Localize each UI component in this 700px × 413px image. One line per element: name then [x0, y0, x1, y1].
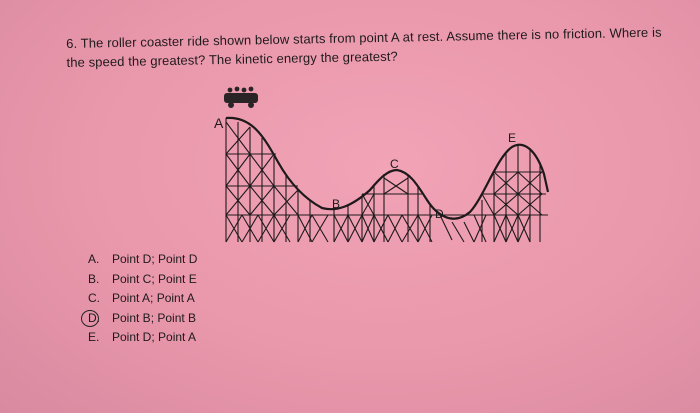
question-line-2: the speed the greatest? The kinetic energy the greatest? — [66, 48, 398, 70]
point-e-label: E — [508, 131, 517, 145]
choice-e[interactable] — [88, 328, 197, 348]
choice-text: Point C; Point E — [112, 271, 197, 286]
choice-letter: E. — [88, 330, 100, 344]
point-b-label: B — [332, 197, 341, 211]
coaster-cart-icon — [224, 87, 258, 108]
choice-text: Point D; Point D — [112, 252, 198, 266]
choice-text: Point B; Point B — [112, 310, 197, 325]
answer-choices — [88, 250, 197, 348]
choice-letter: B. — [88, 271, 100, 286]
question-line-1: 6. The roller coaster ride shown below starts from point A at rest. Assume there is no friction. Where is — [66, 24, 662, 51]
choice-c[interactable] — [88, 289, 197, 309]
question-6 — [66, 22, 677, 72]
choice-a[interactable] — [88, 250, 197, 270]
point-d-label: D — [435, 207, 444, 221]
choice-letter: A. — [88, 252, 100, 266]
choice-letter: D. — [88, 310, 100, 325]
choice-text: Point D; Point A — [112, 330, 197, 344]
point-c-label: C — [390, 157, 399, 171]
choice-b[interactable] — [88, 270, 197, 290]
choice-d[interactable] — [88, 309, 197, 329]
support-scaffold — [226, 118, 548, 242]
circled-answer-mark — [81, 310, 99, 327]
choice-text: Point A; Point A — [112, 291, 195, 305]
roller-coaster-diagram — [212, 82, 562, 247]
point-a-label: A — [214, 115, 224, 131]
choice-letter: C. — [88, 291, 100, 305]
